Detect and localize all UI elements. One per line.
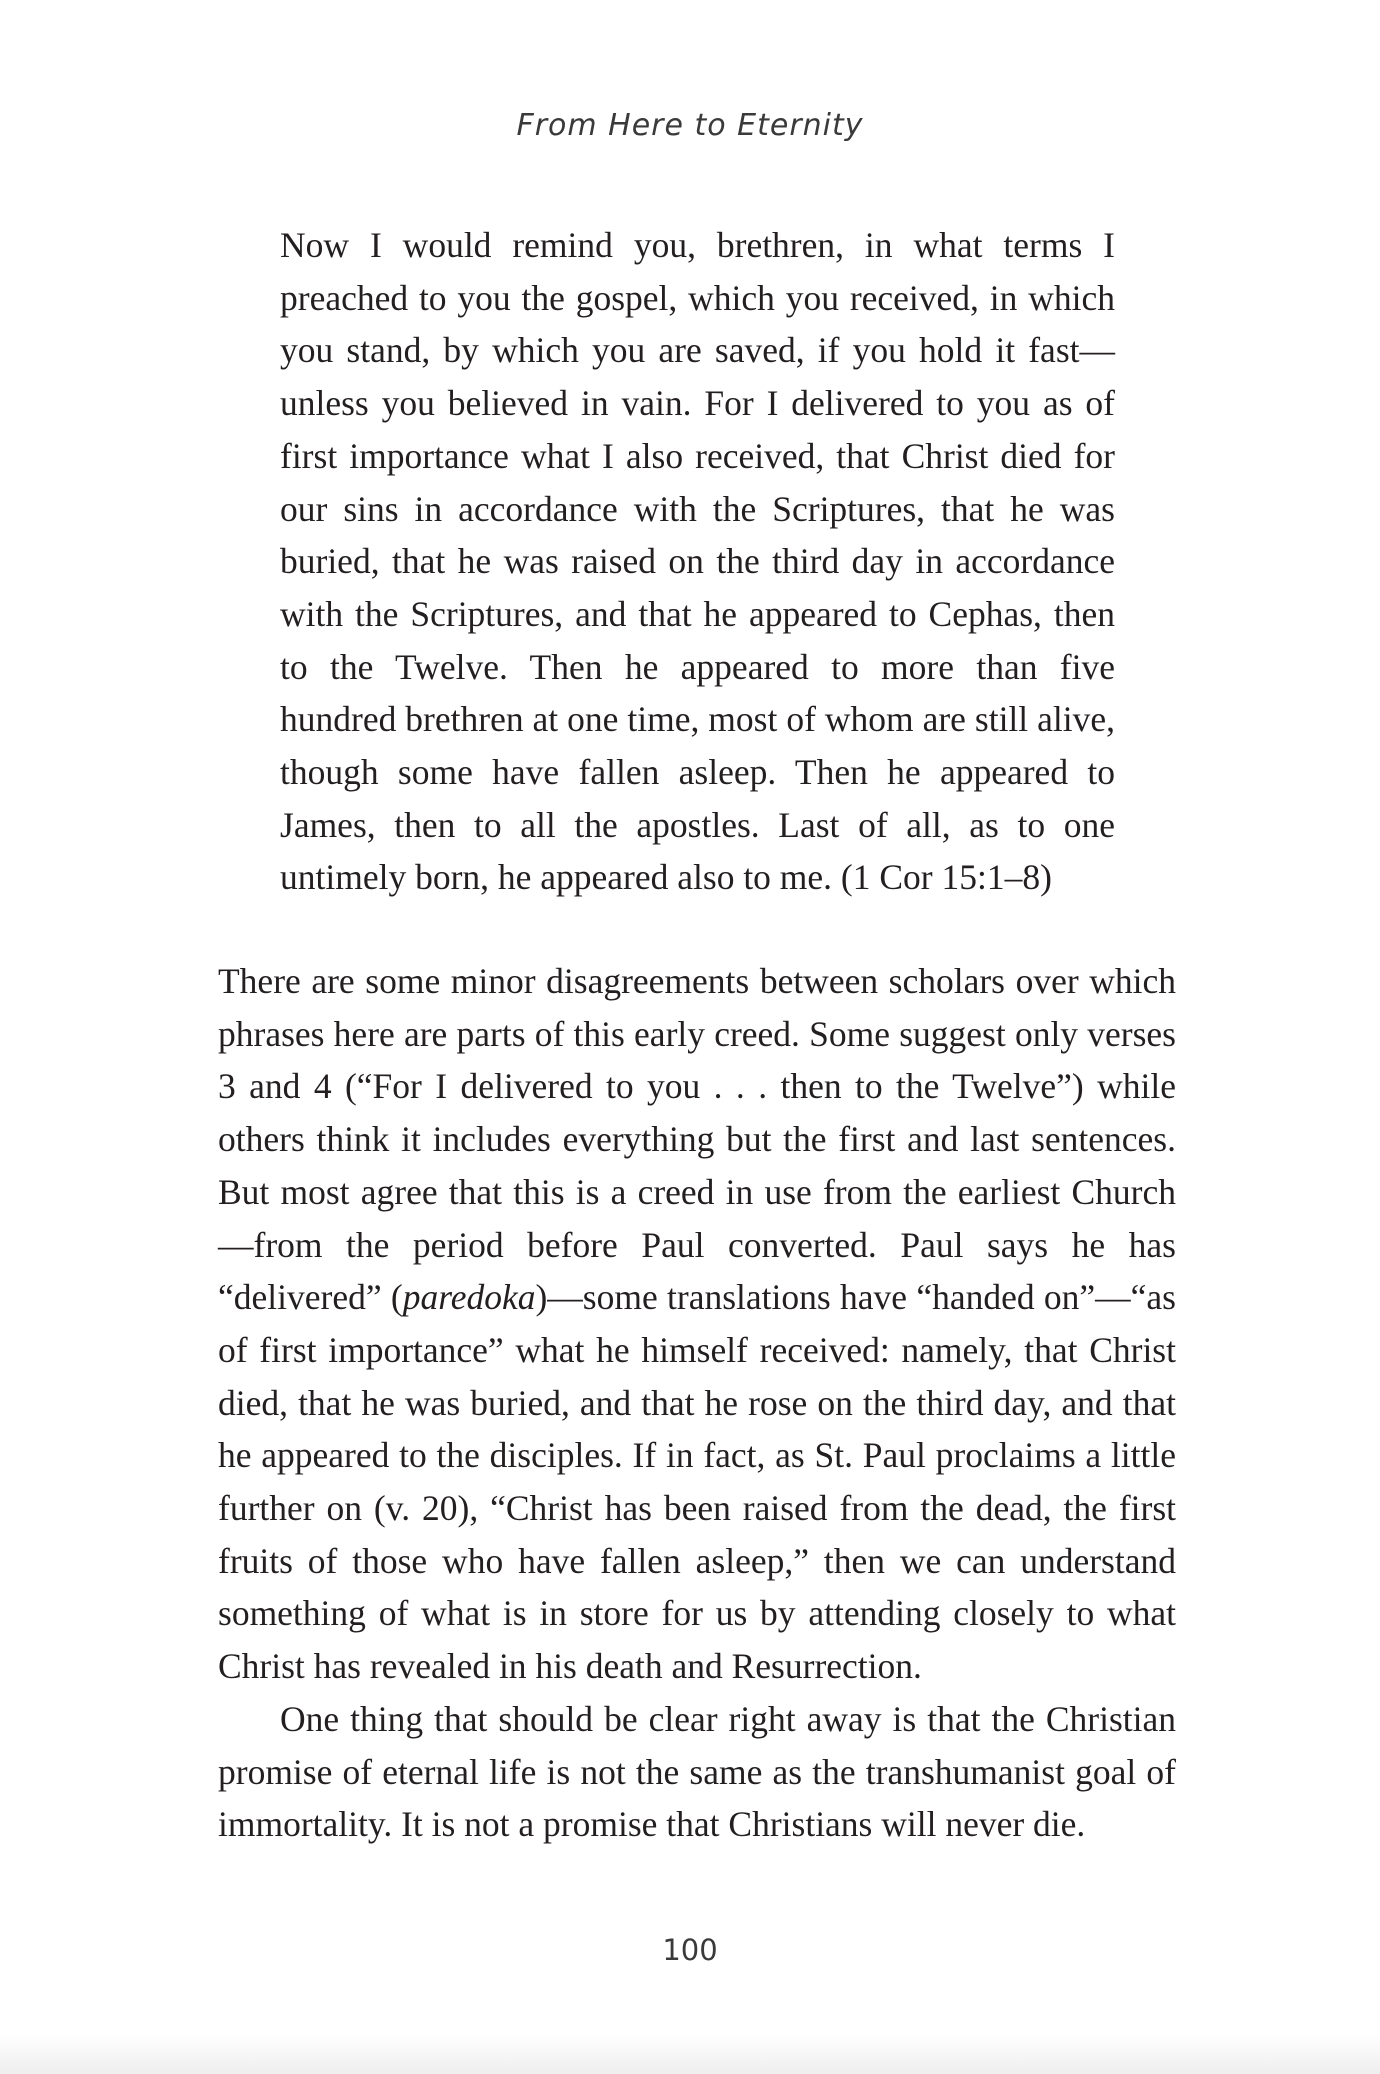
page-number: 100: [662, 1933, 718, 1967]
paragraph-1-text-b: )—some translations have “handed on”—“as of first importance” what he himself received: namely, that Christ died, that he was buried, and that he rose on the third day, and that he appeared to the disciples. If in fact, as St. Paul proclaims a little further on (v. 20), “Christ has been raised from the dead, the first fruits of those who have fallen asleep,” then we can understand something of what is in store for us by attending closely to what Christ has revealed in his death and Resurrection.: [218, 1277, 1177, 1687]
paragraph-2: One thing that should be clear right away is that the Christian promise of eternal life is not the same as the transhumanist goal of immortality. It is not a promise that Christians will never die.: [218, 1698, 1176, 1845]
body-text: [218, 955, 1176, 1851]
paragraph-1-italic-term: paredoka: [402, 1277, 536, 1318]
block-quote: Now I would remind you, brethren, in what terms I preached to you the gospel, which you received, in which you stand, by which you are saved, if you hold it fast—unless you believed in vain. For I delivered to you as of first importance what I also received, that Christ died for our sins in accordance with the Scriptures, that he was buried, that he was raised on the third day in accordance with the Scriptures, and that he appeared to Cephas, then to the Twelve. Then he appeared to more than five hundred brethren at one time, most of whom are still alive, though some have fallen asleep. Then he appeared to James, then to all the apostles. Last of all, as to one untimely born, he appeared also to me. (1 Cor 15:1–8): [280, 225, 1115, 898]
paragraph-1: [218, 955, 1176, 1693]
page-bottom-edge: [0, 2034, 1380, 2074]
running-head: From Here to Eternity: [516, 108, 864, 143]
paragraph-1-text-a: There are some minor disagreements between scholars over which phrases here are parts of this early creed. Some suggest only verses 3 and 4 (“For I delivered to you . . . then to the Twelve”) while others think it includes everything but the first and last sentences. But most agree that this is a creed in use from the earliest Church—from the period before Paul converted. Paul says he has “delivered” (: [218, 961, 1176, 1318]
